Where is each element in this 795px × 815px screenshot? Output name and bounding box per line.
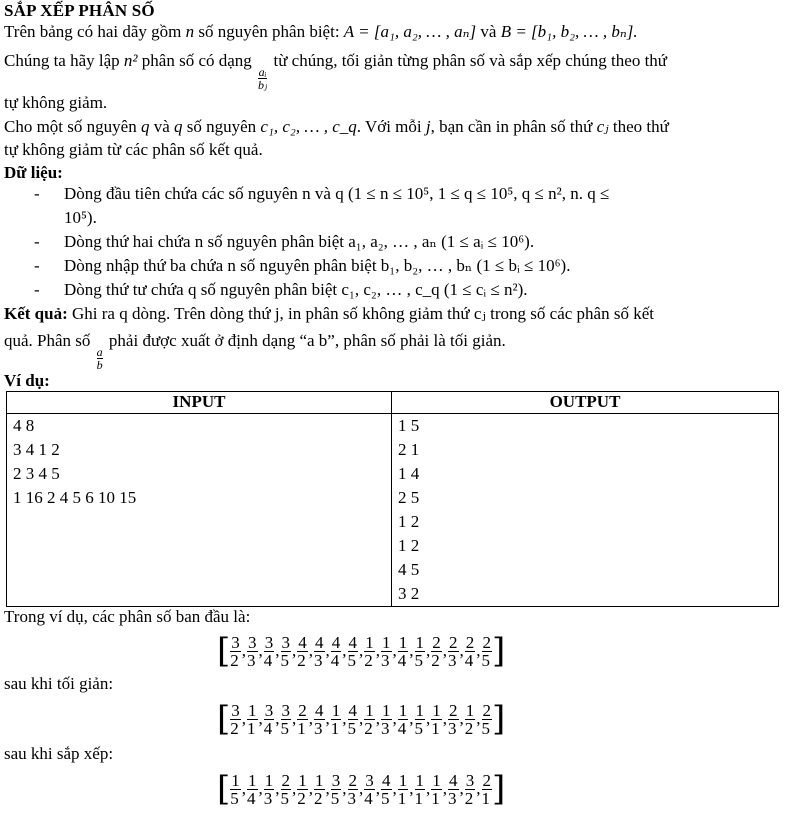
separator: , <box>442 779 448 799</box>
output-line-2: quả. Phân số $\frac{a}{b}$ phải được xuất ở định dạng “a b”, phân số phải là tối giản. <box>4 331 506 373</box>
fraction <box>415 634 426 669</box>
fraction <box>264 772 275 807</box>
separator: , <box>459 709 464 729</box>
separator: , <box>459 641 464 661</box>
table-row: 3 4 1 2 <box>13 440 60 460</box>
fraction <box>297 772 308 807</box>
denominator: 3 <box>381 650 390 670</box>
separator: , <box>476 641 481 661</box>
fraction <box>364 772 375 807</box>
numerator: 1 <box>248 770 257 790</box>
table-row: 2 5 <box>398 488 420 508</box>
fraction <box>448 772 459 807</box>
numerator: 4 <box>348 632 358 652</box>
numerator: 4 <box>298 632 307 652</box>
left-bracket: [ <box>217 699 231 740</box>
denominator: 2 <box>230 718 239 738</box>
denominator: 1 <box>397 788 407 808</box>
numerator: 3 <box>231 700 240 720</box>
denominator: 2 <box>464 718 474 738</box>
numerator: 4 <box>315 632 324 652</box>
separator: , <box>392 641 397 661</box>
denominator: 2 <box>431 650 440 670</box>
numerator: 1 <box>382 700 391 720</box>
fraction <box>264 634 275 669</box>
denominator: 5 <box>347 650 357 670</box>
page-title: SẮP XẾP PHÂN SỐ <box>4 1 155 20</box>
separator: , <box>426 641 431 661</box>
numerator: 2 <box>449 700 458 720</box>
fraction <box>482 702 493 737</box>
fraction <box>281 772 292 807</box>
numerator: 4 <box>331 632 341 652</box>
list-item: - Dòng thứ tư chứa q số nguyên phân biệt c₁, c₂, … , c_q (1 ≤ cᵢ ≤ n²). <box>34 280 528 300</box>
fraction <box>448 634 459 669</box>
denominator: 1 <box>431 718 440 738</box>
denominator: 5 <box>280 788 290 808</box>
output-column-header: OUTPUT <box>392 392 779 414</box>
denominator: 2 <box>230 650 239 670</box>
numerator: 1 <box>432 770 441 790</box>
numerator: 4 <box>449 770 458 790</box>
intro-line-3: tự không giảm. <box>4 92 108 112</box>
fraction-ai-bj: $\frac{\text{aᵢ}}{\text{bⱼ}}$ <box>258 64 268 92</box>
fraction <box>348 772 359 807</box>
numerator: 1 <box>382 632 391 652</box>
numerator: 1 <box>415 700 425 720</box>
denominator: 2 <box>314 788 323 808</box>
table-row: 1 2 <box>398 512 420 532</box>
fraction-list-sorted <box>217 763 790 815</box>
table-row: 1 5 <box>398 416 420 436</box>
numerator: 1 <box>331 700 341 720</box>
list-item: - Dòng thứ hai chứa n số nguyên phân biệt a₁, a₂, … , aₙ (1 ≤ aᵢ ≤ 10⁶). <box>34 232 535 252</box>
denominator: 5 <box>330 788 340 808</box>
separator: , <box>375 709 381 729</box>
denominator: 4 <box>263 718 273 738</box>
right-bracket: ] <box>492 699 506 740</box>
numerator: 1 <box>365 700 374 720</box>
separator: , <box>459 779 464 799</box>
denominator: 3 <box>247 650 256 670</box>
fraction <box>431 634 442 669</box>
separator: , <box>359 779 364 799</box>
separator: , <box>442 641 448 661</box>
fraction <box>297 702 308 737</box>
fraction <box>465 702 476 737</box>
numerator: 3 <box>281 700 291 720</box>
numerator: 4 <box>315 700 324 720</box>
fraction <box>448 702 459 737</box>
list-item: - Dòng nhập thứ ba chứa n số nguyên phân biệt b₁, b₂, … , bₙ (1 ≤ bᵢ ≤ 10⁶). <box>34 256 571 276</box>
numerator: 3 <box>264 632 274 652</box>
fraction <box>348 702 359 737</box>
fraction <box>281 634 292 669</box>
denominator: 2 <box>364 718 373 738</box>
fraction <box>247 634 258 669</box>
fraction <box>314 772 325 807</box>
denominator: 5 <box>280 718 290 738</box>
separator: , <box>275 641 280 661</box>
separator: , <box>375 641 381 661</box>
output-line-1: Kết quả: Ghi ra q dòng. Trên dòng thứ j, in phân số không giảm thứ cⱼ trong số các phân số kết <box>4 304 654 324</box>
denominator: 5 <box>381 788 390 808</box>
separator: , <box>258 779 263 799</box>
denominator: 2 <box>464 788 474 808</box>
denominator: 3 <box>314 650 323 670</box>
denominator: 2 <box>364 650 373 670</box>
numerator: 2 <box>482 700 492 720</box>
fraction <box>230 772 241 807</box>
separator: , <box>359 709 364 729</box>
denominator: 5 <box>481 718 491 738</box>
separator: , <box>308 709 314 729</box>
separator: , <box>409 641 414 661</box>
list-item: - Dòng đầu tiên chứa các số nguyên n và q (1 ≤ n ≤ 10⁵, 1 ≤ q ≤ 10⁵, q ≤ n², n. q ≤ 10⁵). <box>34 184 610 228</box>
fraction <box>482 772 493 807</box>
denominator: 1 <box>330 718 340 738</box>
numerator: 3 <box>331 770 341 790</box>
fraction-a-b: $\frac{a}{b}$ <box>96 345 103 373</box>
numerator: 2 <box>348 770 358 790</box>
numerator: 3 <box>365 770 374 790</box>
table-row: 4 5 <box>398 560 420 580</box>
right-bracket: ] <box>492 769 506 810</box>
separator: , <box>426 709 431 729</box>
denominator: 5 <box>414 650 424 670</box>
numerator: 1 <box>231 770 240 790</box>
fraction <box>431 702 442 737</box>
input-spec-list <box>4 182 790 302</box>
separator: , <box>325 641 330 661</box>
separator: , <box>308 641 314 661</box>
fraction <box>415 772 426 807</box>
input-cell <box>7 414 392 607</box>
denominator: 2 <box>297 650 306 670</box>
intro-line-2: Chúng ta hãy lập n² phân số có dạng $\frac{\text{aᵢ}}{\text{bⱼ}}$ từ chúng, tối giản từng phân số và sắp xếp chúng theo thứ <box>4 50 668 92</box>
fraction <box>314 702 325 737</box>
intro-line-1: Trên bảng có hai dãy gồm n số nguyên phân biệt: A = [a₁, a₂, … , aₙ] và B = [b₁, b₂, … , bₙ]. <box>4 21 638 41</box>
numerator: 3 <box>231 632 240 652</box>
denominator: 3 <box>448 718 457 738</box>
denominator: 1 <box>481 788 491 808</box>
denominator: 5 <box>230 788 239 808</box>
numerator: 1 <box>298 770 307 790</box>
fraction <box>381 702 392 737</box>
explanation-after-sort: sau khi sắp xếp: <box>4 744 114 764</box>
numerator: 2 <box>482 770 492 790</box>
numerator: 2 <box>298 700 307 720</box>
fraction <box>348 634 359 669</box>
separator: , <box>342 779 347 799</box>
denominator: 5 <box>280 650 290 670</box>
fraction <box>381 634 392 669</box>
fraction <box>465 772 476 807</box>
separator: , <box>342 641 347 661</box>
fraction <box>331 772 342 807</box>
fraction <box>381 772 392 807</box>
fraction-list-reduced <box>217 693 790 745</box>
numerator: 3 <box>465 770 475 790</box>
table-row: 1 16 2 4 5 6 10 15 <box>13 488 137 508</box>
output-cell <box>392 414 779 607</box>
denominator: 4 <box>247 788 256 808</box>
separator: , <box>409 709 414 729</box>
numerator: 2 <box>482 632 492 652</box>
fraction <box>398 772 409 807</box>
fraction <box>465 634 476 669</box>
separator: , <box>258 641 263 661</box>
numerator: 3 <box>264 700 274 720</box>
fraction <box>331 702 342 737</box>
table-row: 2 1 <box>398 440 420 460</box>
separator: , <box>342 709 347 729</box>
separator: , <box>442 709 448 729</box>
separator: , <box>275 709 280 729</box>
numerator: 3 <box>281 632 291 652</box>
fraction <box>364 634 375 669</box>
denominator: 4 <box>364 788 373 808</box>
explanation-intro: Trong ví dụ, các phân số ban đầu là: <box>4 607 251 627</box>
denominator: 5 <box>414 718 424 738</box>
numerator: 4 <box>348 700 358 720</box>
denominator: 1 <box>431 788 440 808</box>
denominator: 4 <box>397 650 407 670</box>
numerator: 1 <box>415 770 425 790</box>
denominator: 3 <box>381 718 390 738</box>
table-row: 3 2 <box>398 584 420 604</box>
separator: , <box>325 779 330 799</box>
numerator: 1 <box>415 632 425 652</box>
numerator: 2 <box>281 770 291 790</box>
fraction <box>331 634 342 669</box>
fraction <box>415 702 426 737</box>
example-heading: Ví dụ: <box>4 371 50 391</box>
denominator: 1 <box>297 718 306 738</box>
denominator: 3 <box>448 650 457 670</box>
separator: , <box>409 779 414 799</box>
separator: , <box>308 779 314 799</box>
numerator: 1 <box>398 770 408 790</box>
separator: , <box>476 779 481 799</box>
table-row: 1 4 <box>398 464 420 484</box>
numerator: 1 <box>398 632 408 652</box>
numerator: 1 <box>432 700 441 720</box>
numerator: 2 <box>465 632 475 652</box>
denominator: 2 <box>297 788 306 808</box>
input-heading: Dữ liệu: <box>4 162 63 182</box>
problem-statement <box>4 0 790 815</box>
fraction <box>230 634 241 669</box>
explanation-after-reduce: sau khi tối giản: <box>4 674 114 694</box>
denominator: 1 <box>414 788 424 808</box>
table-row: 1 2 <box>398 536 420 556</box>
intro-line-5: tự không giảm từ các phân số kết quả. <box>4 139 263 159</box>
fraction <box>247 702 258 737</box>
numerator: 1 <box>398 700 408 720</box>
separator: , <box>241 641 247 661</box>
separator: , <box>241 709 247 729</box>
fraction <box>314 634 325 669</box>
fraction <box>230 702 241 737</box>
separator: , <box>392 779 397 799</box>
fraction <box>398 702 409 737</box>
numerator: 3 <box>248 632 257 652</box>
denominator: 3 <box>448 788 457 808</box>
separator: , <box>392 709 397 729</box>
separator: , <box>359 641 364 661</box>
left-bracket: [ <box>217 631 231 672</box>
denominator: 5 <box>481 650 491 670</box>
denominator: 3 <box>347 788 357 808</box>
example-table <box>6 391 779 607</box>
denominator: 4 <box>263 650 273 670</box>
numerator: 1 <box>248 700 257 720</box>
table-row: 2 3 4 5 <box>13 464 60 484</box>
fraction <box>297 634 308 669</box>
separator: , <box>258 709 263 729</box>
denominator: 4 <box>330 650 340 670</box>
denominator: 5 <box>347 718 357 738</box>
numerator: 1 <box>264 770 274 790</box>
denominator: 1 <box>247 718 256 738</box>
intro-line-4: Cho một số nguyên q và q số nguyên c₁, c₂, … , c_q. Với mỗi j, bạn cần in phân số thứ cⱼ theo thứ <box>4 116 669 136</box>
fraction <box>264 702 275 737</box>
left-bracket: [ <box>217 769 231 810</box>
separator: , <box>292 779 297 799</box>
separator: , <box>375 779 381 799</box>
denominator: 3 <box>263 788 273 808</box>
separator: , <box>275 779 280 799</box>
table-row: 4 8 <box>13 416 35 436</box>
numerator: 1 <box>465 700 475 720</box>
separator: , <box>426 779 431 799</box>
separator: , <box>292 641 297 661</box>
denominator: 3 <box>314 718 323 738</box>
input-column-header: INPUT <box>7 392 392 414</box>
fraction <box>247 772 258 807</box>
separator: , <box>476 709 481 729</box>
fraction <box>482 634 493 669</box>
fraction <box>364 702 375 737</box>
fraction-list-original <box>217 627 790 675</box>
numerator: 1 <box>315 770 324 790</box>
numerator: 1 <box>365 632 374 652</box>
denominator: 4 <box>397 718 407 738</box>
fraction <box>281 702 292 737</box>
numerator: 4 <box>382 770 391 790</box>
right-bracket: ] <box>492 631 506 672</box>
separator: , <box>241 779 247 799</box>
fraction <box>398 634 409 669</box>
separator: , <box>292 709 297 729</box>
numerator: 2 <box>432 632 441 652</box>
separator: , <box>325 709 330 729</box>
numerator: 2 <box>449 632 458 652</box>
denominator: 4 <box>464 650 474 670</box>
fraction <box>431 772 442 807</box>
